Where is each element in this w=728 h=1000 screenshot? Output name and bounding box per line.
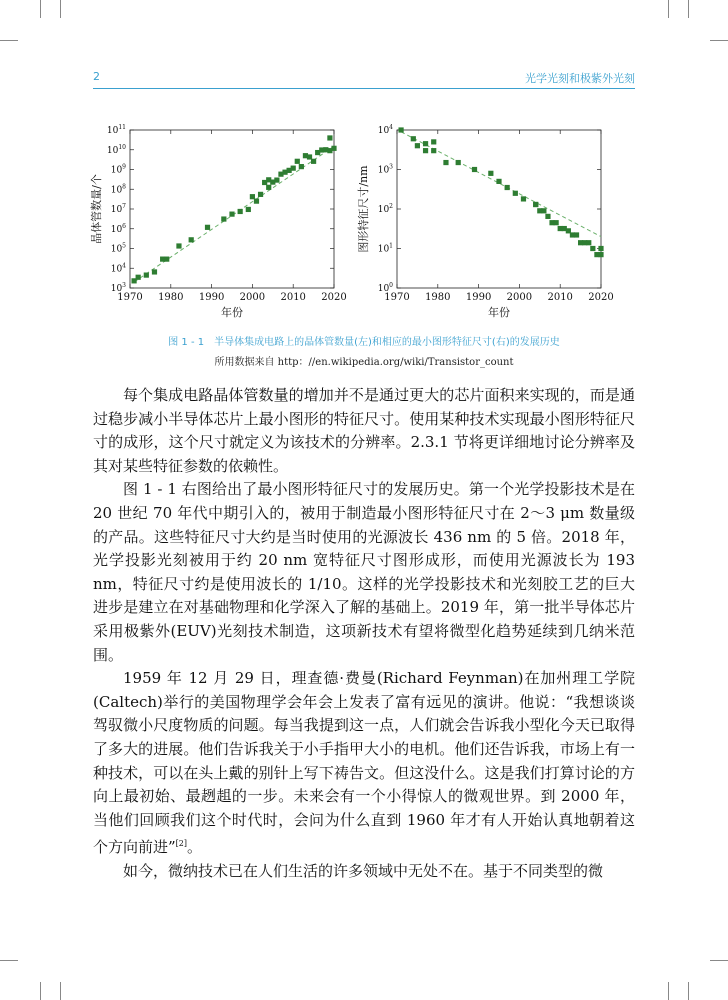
y-tick-label: $10^3$	[110, 282, 126, 294]
data-point	[250, 194, 255, 199]
data-point	[586, 240, 591, 245]
data-point	[254, 199, 259, 204]
data-point	[266, 185, 271, 190]
data-point	[136, 275, 141, 280]
figure-caption: 图 1 - 1 半导体集成电路上的晶体管数量(左)和相应的最小图形特征尺寸(右)的发展历史	[168, 337, 560, 348]
data-point	[189, 237, 194, 242]
data-point	[246, 207, 251, 212]
data-point	[431, 148, 436, 153]
data-point	[164, 257, 169, 262]
data-point	[411, 136, 416, 141]
x-axis-label: 年份	[488, 306, 510, 319]
paragraph: 如今，微纳技术已在人们生活的许多领域中无处不在。基于不同类型的微	[123, 861, 604, 880]
crop-mark-right-h2	[710, 960, 728, 961]
y-tick-label: $10^{11}$	[106, 124, 126, 136]
x-tick-label: 1990	[465, 292, 492, 303]
trend-line	[401, 132, 601, 237]
y-axis-label: 晶体管数量/个	[90, 174, 103, 244]
body-text	[93, 384, 635, 883]
crop-mark-left-h2	[0, 960, 18, 961]
data-point	[541, 208, 546, 213]
feature-size-chart	[355, 120, 617, 329]
data-point	[590, 246, 595, 251]
x-tick-label: 2000	[506, 292, 533, 303]
data-point	[496, 179, 501, 184]
paragraph	[93, 667, 635, 860]
data-point	[431, 139, 436, 144]
crop-mark-top-left-v	[40, 0, 41, 18]
data-point	[144, 272, 149, 277]
x-axis-label: 年份	[221, 306, 243, 319]
data-point	[258, 192, 263, 197]
y-tick-label: $10^4$	[110, 262, 126, 275]
data-point	[521, 196, 526, 201]
x-tick-label: 2010	[280, 292, 306, 303]
running-title: 光学光刻和极紫外光刻	[525, 72, 635, 85]
x-tick-label: 1980	[158, 292, 184, 303]
x-tick-label: 1980	[425, 292, 451, 303]
data-point	[176, 243, 181, 248]
y-tick-label: $10^5$	[110, 242, 126, 255]
data-point	[331, 146, 336, 151]
data-point	[505, 185, 510, 190]
data-point	[513, 191, 518, 196]
paragraph-end: 。	[187, 838, 203, 857]
x-tick-label: 1970	[117, 292, 143, 303]
y-tick-label: $10^3$	[377, 163, 393, 176]
x-tick-label: 2020	[588, 292, 614, 303]
data-point	[205, 225, 210, 230]
y-tick-label: $10^2$	[377, 203, 393, 215]
figure-source: 所用数据来自 http：//en.wikipedia.org/wiki/Transistor_count	[214, 357, 514, 368]
data-point	[472, 167, 477, 172]
transistor-count-chart	[88, 120, 350, 329]
data-point	[229, 212, 234, 217]
header-rule	[93, 88, 635, 89]
crop-mark-top-left-v2	[60, 0, 61, 18]
crop-mark-bottom-right-v	[668, 982, 669, 1000]
data-point	[221, 216, 226, 221]
paragraph-text: 1959 年 12 月 29 日，理查德·费曼(Richard Feynman)在加州理工学院(Caltech)举行的美国物理学会年会上发表了富有远见的演讲。他说：“我想谈谈驾驭微小尺度物质的问题。每当我提到这一点，人们就会告诉我小型化今天已取得了多大的进展。他们告诉我关于小手指甲大小的电机。他们还告诉我，市场上有一种技术，可以在头上戴的别针上写下祷告文。但这没什么。这是我们打算讨论的方向上最初始、最趔趄的一步。未来会有一个小得惊人的微观世界。到 2000 年，当他们回顾我们这个时代时，会问为什么直到 1960 年才有人开始认真地朝着这个方向前进”	[93, 669, 635, 857]
data-point	[443, 160, 448, 165]
crop-mark-right-h	[710, 40, 728, 41]
data-point	[545, 214, 550, 219]
y-tick-label: $10^6$	[110, 222, 126, 235]
y-tick-label: $10^9$	[110, 163, 126, 176]
x-tick-label: 2020	[321, 292, 347, 303]
plot-frame	[397, 130, 601, 288]
data-point	[533, 202, 538, 207]
paragraph: 每个集成电路晶体管数量的增加并不是通过更大的芯片面积来实现的，而是通过稳步减小半导体芯片上最小图形的特征尺寸。使用某种技术实现最小图形特征尺寸的成形，这个尺寸就定义为该技术的分辨率。2.3.1 节将更详细地讨论分辨率及其对某些特征参数的依赖性。	[93, 386, 635, 475]
x-tick-label: 2000	[239, 292, 266, 303]
x-tick-label: 1990	[198, 292, 225, 303]
y-tick-label: $10^4$	[377, 124, 393, 136]
paragraph: 图 1 - 1 右图给出了最小图形特征尺寸的发展历史。第一个光学投影技术是在 20 世纪 70 年代中期引入的，被用于制造最小图形特征尺寸在 2～3 μm 数量级的产品。这些特征尺寸大约是当时使用的光源波长 436 nm 的 5 倍。2018 年，光学投影光刻被用于约 20 nm 宽特征尺寸图形成形，而使用光源波长为 193 nm，特征尺寸约是使用波长的 1/10。这样的光学投影技术和光刻胶工艺的巨大进步是建立在对基础物理和化学深入了解的基础上。2019 年，第一批半导体芯片采用极紫外(EUV)光刻技术制造，这项新技术有望将微型化趋势延续到几纳米范围。	[93, 480, 635, 664]
data-point	[456, 160, 461, 165]
y-axis-label: 图形特征尺寸/nm	[357, 165, 370, 253]
data-point	[274, 177, 279, 182]
page-number: 2	[93, 70, 100, 83]
data-point	[398, 127, 403, 132]
crop-mark-top-right-v	[668, 0, 669, 18]
crop-mark-bottom-left-v2	[60, 982, 61, 1000]
data-point	[291, 166, 296, 171]
crop-mark-left-h	[0, 40, 18, 41]
data-point	[327, 135, 332, 140]
citation-ref[interactable]: [2]	[175, 839, 188, 849]
data-point	[488, 171, 493, 176]
data-point	[423, 148, 428, 153]
feature-size-svg	[355, 120, 617, 325]
data-point	[574, 232, 579, 237]
y-tick-label: $10^1$	[377, 242, 393, 255]
data-point	[598, 246, 603, 251]
y-tick-label: $10^{10}$	[106, 143, 126, 156]
crop-mark-bottom-right-v2	[688, 982, 689, 1000]
data-point	[311, 159, 316, 164]
x-tick-label: 2010	[547, 292, 573, 303]
data-point	[423, 141, 428, 146]
data-point	[152, 269, 157, 274]
y-tick-label: $10^0$	[377, 282, 393, 294]
transistor-count-svg	[88, 120, 350, 325]
data-point	[415, 143, 420, 148]
y-tick-label: $10^8$	[110, 183, 126, 196]
crop-mark-top-right-v2	[688, 0, 689, 18]
x-tick-label: 1970	[384, 292, 410, 303]
data-point	[299, 164, 304, 169]
data-point	[295, 159, 300, 164]
data-point	[238, 209, 243, 214]
data-point	[554, 220, 559, 225]
y-tick-label: $10^7$	[110, 203, 126, 215]
data-point	[598, 252, 603, 257]
crop-mark-bottom-left-v	[40, 982, 41, 1000]
